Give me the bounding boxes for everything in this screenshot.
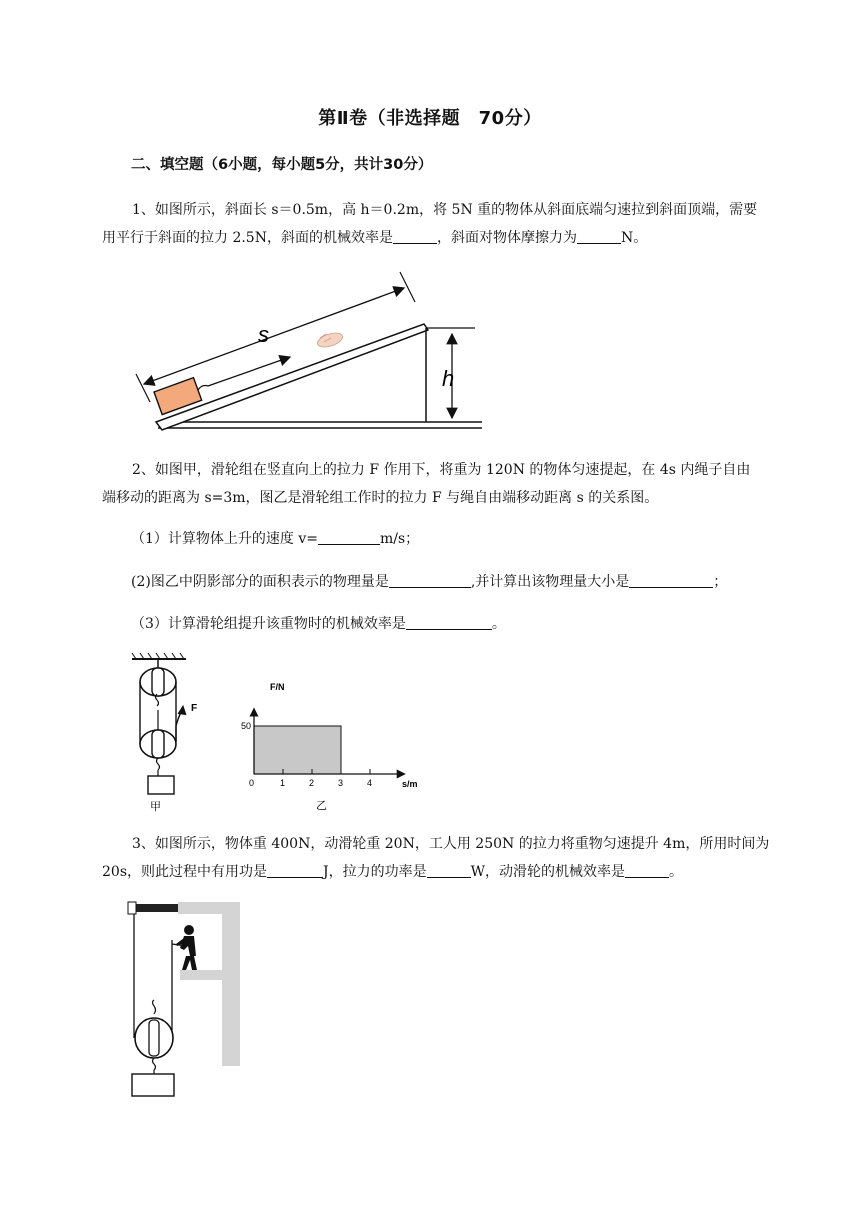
q3-text-b: J，拉力的功率是: [323, 864, 427, 880]
worker-pulley-figure: [126, 900, 244, 1100]
incline-figure: [130, 262, 490, 437]
x-tick-label: 0: [249, 778, 255, 788]
pulley-block-figure: [128, 652, 208, 812]
q2-sub1: [131, 528, 419, 548]
section-heading: 二、填空题（6小题，每小题5分，共计30分）: [131, 157, 433, 173]
fig-yi-caption: 乙: [316, 800, 327, 812]
q2-blank-quantity[interactable]: [389, 573, 471, 588]
x-tick-label: 1: [280, 778, 286, 788]
weight-box: [148, 776, 174, 794]
support-beam: [130, 904, 178, 912]
q2-blank-efficiency[interactable]: [406, 615, 492, 630]
q2-sub2-text-a: (2)图乙中阴影部分的面积表示的物理量是: [131, 574, 389, 590]
load-box: [132, 1074, 174, 1096]
force-label: F: [191, 703, 198, 714]
q1-blank-friction[interactable]: [577, 229, 621, 244]
q1-text-b: ，斜面对物体摩擦力为: [436, 230, 577, 246]
q1-text-a: 用平行于斜面的拉力 2.5N，斜面的机械效率是: [102, 230, 393, 246]
q2-sub2-text-c: ；: [713, 574, 728, 590]
x-tick-label: 3: [338, 778, 344, 788]
q3-line2: [102, 858, 804, 886]
q3-blank-power[interactable]: [427, 863, 471, 878]
q2-blank-velocity[interactable]: [318, 530, 380, 545]
q2-sub2: [131, 571, 727, 591]
y-axis-label: F/N: [270, 682, 285, 692]
x-tick-label: 2: [309, 778, 315, 788]
q2-sub3-text-a: （3）计算滑轮组提升该重物时的机械效率是: [131, 616, 406, 632]
label-h: h: [442, 366, 455, 391]
q3-text-c: W，动滑轮的机械效率是: [470, 864, 626, 880]
q2-line1: 2、如图甲，滑轮组在竖直向上的拉力 F 作用下，将重为 120N 的物体匀速提起，在 4s 内绳子自由: [132, 462, 751, 478]
x-tick-label: 4: [367, 778, 373, 788]
page-title: 第Ⅱ卷（非选择题 70分）: [318, 108, 542, 129]
incline-slab: [156, 324, 428, 430]
q3-blank-efficiency[interactable]: [625, 863, 669, 878]
shaded-area: [254, 726, 341, 774]
q3-text-a: 20s，则此过程中有用功是: [102, 864, 267, 880]
q2-sub2-text-b: ,并计算出该物理量大小是: [470, 574, 630, 590]
worker-icon: [176, 925, 197, 970]
q1-line2: [102, 224, 804, 252]
fig-jia-caption: 甲: [150, 801, 161, 812]
q1-blank-efficiency[interactable]: [393, 229, 437, 244]
force-distance-chart: [236, 675, 436, 815]
q3-blank-useful-work[interactable]: [267, 863, 323, 878]
q2-sub1-text-b: m/s；: [380, 531, 420, 547]
q3-line1: 3、如图所示，物体重 400N，动滑轮重 20N，工人用 250N 的拉力将重物匀速提升 4m，所用时间为: [132, 836, 770, 852]
q2-blank-value[interactable]: [629, 573, 713, 588]
hand-icon: [316, 330, 344, 349]
label-s: s: [258, 322, 269, 347]
x-axis-label: s/m: [402, 779, 418, 789]
q2-sub1-text-a: （1）计算物体上升的速度 v=: [131, 531, 318, 547]
q1-text-c: N。: [620, 230, 648, 246]
q2-line2: 端移动的距离为 s=3m，图乙是滑轮组工作时的拉力 F 与绳自由端移动距离 s 的关系图。: [102, 490, 659, 506]
q2-sub3: [131, 613, 506, 633]
q2-sub3-text-b: 。: [491, 616, 506, 632]
q3-text-d: 。: [669, 864, 684, 880]
y-tick-label: 50: [241, 721, 252, 731]
q1-line1: 1、如图所示，斜面长 s＝0.5m，高 h＝0.2m，将 5N 重的物体从斜面底端匀速拉到斜面顶端，需要: [132, 202, 758, 218]
length-arrow: [144, 288, 404, 384]
